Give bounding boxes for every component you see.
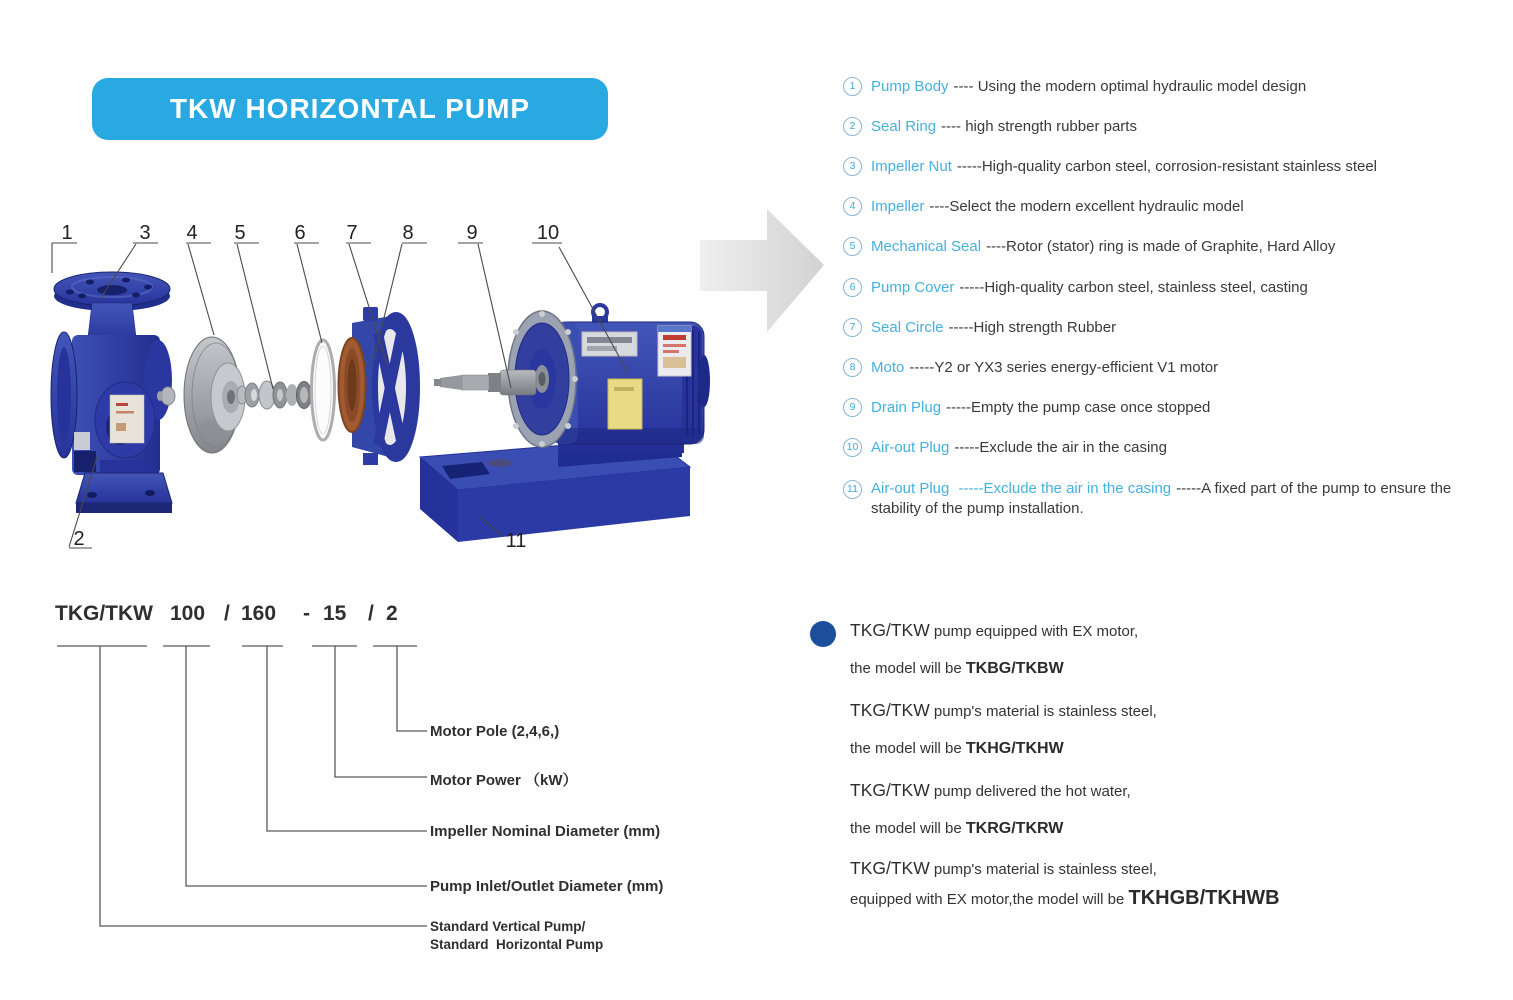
note-lead: TKG/TKW [850, 620, 930, 640]
parts-list [843, 66, 1508, 519]
part-text [871, 479, 1483, 519]
part-name: Air-out Plug [871, 439, 950, 457]
circled-number-icon: 10 [843, 438, 862, 457]
note-line [850, 820, 1063, 838]
model-token-inlet: 100 [170, 602, 206, 625]
list-item [843, 267, 1508, 307]
note-text: pump equipped with EX motor, [929, 623, 1139, 640]
model-token-series: TKG/TKW [55, 602, 153, 625]
part-name: Pump Body [871, 77, 949, 95]
note-text: the model will be [850, 820, 966, 837]
list-item [843, 146, 1508, 186]
circled-number-icon: 3 [843, 157, 862, 176]
note-model: TKHG/TKHW [965, 740, 1064, 757]
list-item [843, 307, 1508, 347]
part-desc: ---- Using the modern optimal hydraulic model design [953, 77, 1307, 95]
circled-number-icon: 5 [843, 237, 862, 256]
diagram-number-9: 9 [466, 222, 478, 244]
part-name: Pump Cover [871, 278, 955, 296]
part-desc: ----Rotor (stator) ring is made of Graphite, Hard Alloy [986, 238, 1336, 256]
pump-cover [339, 307, 418, 465]
note-line [850, 660, 1064, 678]
part-desc: -----High strength Rubber [948, 318, 1117, 336]
model-token-power: 15 [323, 602, 347, 625]
list-item [843, 106, 1508, 146]
note-line [850, 740, 1064, 758]
circled-number-icon: 2 [843, 117, 862, 136]
diagram-number-11: 11 [505, 530, 527, 552]
motor-nameplate [582, 332, 637, 356]
part-desc: -----Y2 or YX3 series energy-efficient V1 motor [909, 358, 1219, 376]
impeller [157, 337, 245, 453]
part-name: Air-out Plug [871, 479, 950, 497]
part-name: Moto [871, 358, 905, 376]
note-text: equipped with EX motor,the model will be [850, 891, 1129, 908]
diagram-number-4: 4 [186, 222, 198, 244]
part-name-tail: -----Exclude the air in the casing [954, 479, 1172, 497]
title-banner [92, 78, 608, 140]
part-name: Seal Circle [871, 318, 944, 336]
list-item [843, 428, 1508, 468]
note-line [850, 887, 1280, 910]
mechanical-seal-stack [237, 381, 312, 409]
bullet-icon [810, 621, 836, 647]
label-motor-power: Motor Power （kW） [430, 772, 578, 789]
note-model: TKBG/TKBW [965, 660, 1064, 677]
part-name: Impeller [871, 198, 925, 216]
part-desc: -----Exclude the air in the casing [954, 439, 1167, 457]
part-desc: -----High-quality carbon steel, corrosion-resistant stainless steel [956, 157, 1378, 175]
label-impeller-diam: Impeller Nominal Diameter (mm) [430, 823, 661, 840]
diagram-number-10: 10 [536, 222, 560, 244]
motor [434, 305, 710, 453]
model-token-impeller: 160 [241, 602, 277, 625]
note-model: TKHGB/TKHWB [1128, 887, 1280, 909]
diagram-number-1: 1 [61, 222, 73, 244]
label-motor-pole: Motor Pole (2,4,6,) [430, 723, 560, 740]
label-series-2: Standard Horizontal Pump [430, 937, 604, 952]
note-model: TKRG/TKRW [965, 820, 1064, 837]
part-name: Drain Plug [871, 399, 942, 417]
motor-yellow-label [608, 379, 642, 429]
diagram-number-8: 8 [402, 222, 414, 244]
label-series-1: Standard Vertical Pump/ [430, 919, 586, 934]
part-desc: -----Empty the pump case once stopped [946, 399, 1211, 417]
note-line [850, 700, 1157, 721]
circled-number-icon: 1 [843, 77, 862, 96]
list-item [843, 187, 1508, 227]
model-connector-lines [50, 635, 700, 965]
label-inlet-diam: Pump Inlet/Outlet Diameter (mm) [430, 878, 664, 895]
part-name: Impeller Nut [871, 157, 952, 175]
note-line [850, 858, 1157, 879]
motor-shaft [434, 370, 536, 395]
diagram-number-5: 5 [234, 222, 246, 244]
circled-number-icon: 4 [843, 197, 862, 216]
list-item [843, 388, 1508, 428]
part-name: Mechanical Seal [871, 238, 982, 256]
model-token-sep: / [368, 602, 374, 625]
part-desc: ---- high strength rubber parts [941, 117, 1137, 135]
model-token-pole: 2 [386, 602, 398, 625]
part-name: Seal Ring [871, 117, 937, 135]
part-desc: ----Select the modern excellent hydraulic model [929, 198, 1244, 216]
note-lead: TKG/TKW [850, 780, 930, 800]
part-desc: -----A fixed part of the pump to ensure the stability of the pump installation. [871, 479, 1452, 517]
circled-number-icon: 9 [843, 398, 862, 417]
note-text: pump's material is stainless steel, [929, 861, 1157, 878]
note-text: the model will be [850, 660, 966, 677]
diagram-number-6: 6 [294, 222, 306, 244]
note-lead: TKG/TKW [850, 858, 930, 878]
model-token-sep: - [303, 602, 310, 625]
motor-red-label [658, 326, 691, 376]
circled-number-icon: 6 [843, 278, 862, 297]
diagram-number-3: 3 [139, 222, 151, 244]
list-item [843, 347, 1508, 387]
model-token-sep: / [224, 602, 230, 625]
part-desc: -----High-quality carbon steel, stainless steel, casting [959, 278, 1308, 296]
note-text: the model will be [850, 740, 966, 757]
pump-body [51, 272, 172, 513]
page-title: TKW HORIZONTAL PUMP [169, 93, 531, 124]
note-text: pump's material is stainless steel, [929, 703, 1157, 720]
diagram-number-7: 7 [346, 222, 358, 244]
circled-number-icon: 11 [843, 480, 862, 499]
note-line [850, 780, 1131, 801]
seal-circle-ring [312, 340, 335, 440]
list-item [843, 66, 1508, 106]
diagram-number-2: 2 [73, 528, 85, 550]
note-lead: TKG/TKW [850, 700, 930, 720]
pump-exploded-diagram [30, 195, 835, 575]
list-item [843, 227, 1508, 267]
circled-number-icon: 7 [843, 318, 862, 337]
note-text: pump delivered the hot water, [929, 783, 1131, 800]
note-line [850, 620, 1138, 641]
list-item [843, 468, 1483, 519]
circled-number-icon: 8 [843, 358, 862, 377]
arrow-right-icon [700, 209, 824, 332]
